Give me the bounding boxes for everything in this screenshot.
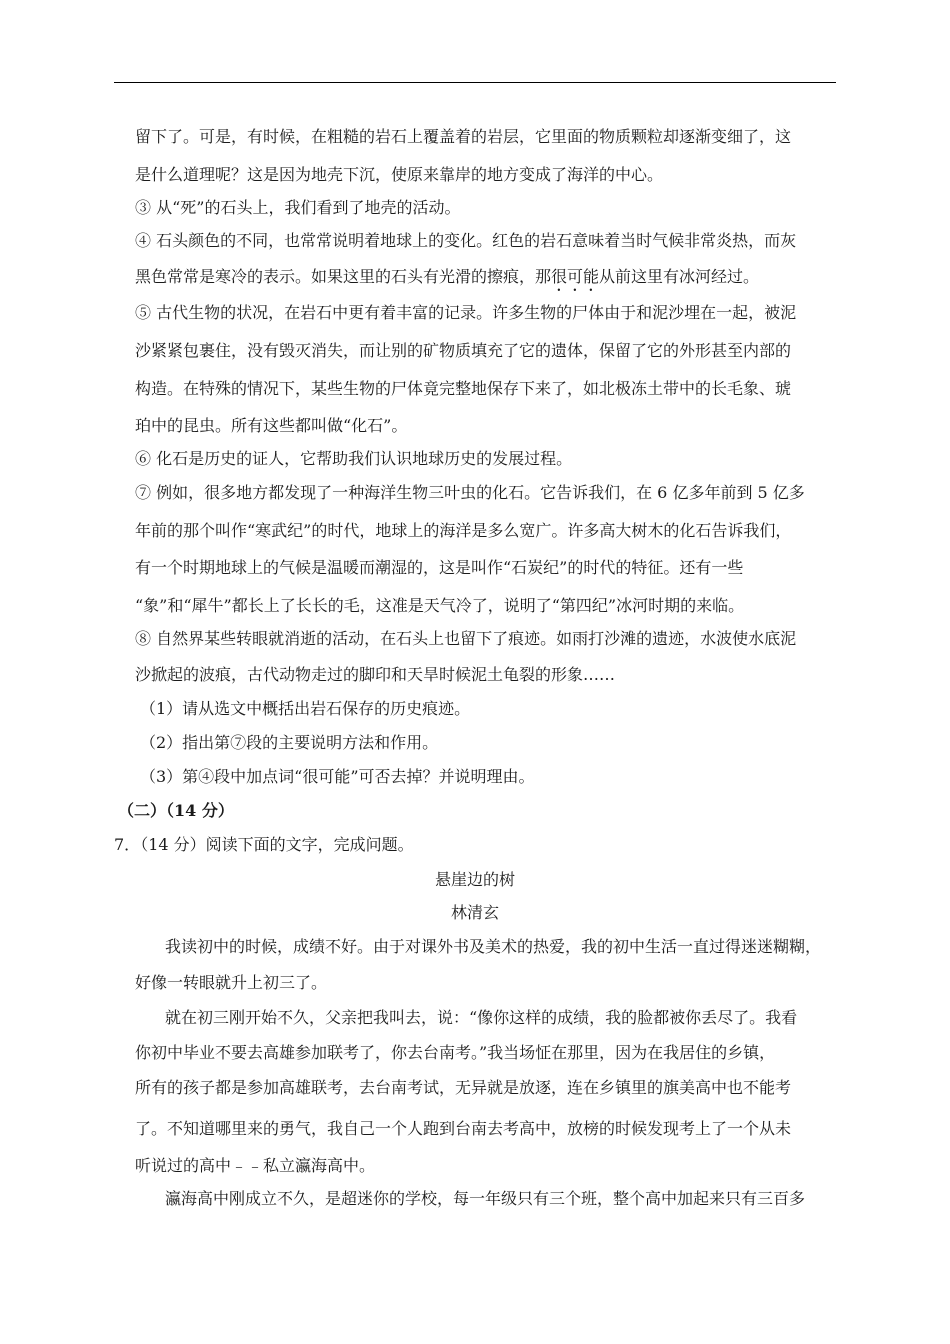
paragraph-8-line: 沙掀起的波痕，古代动物走过的脚印和天旱时候泥土龟裂的形象…… (135, 665, 616, 684)
question-text: （14 分）阅读下面的文字，完成问题。 (140, 835, 414, 854)
paragraph-5-line: 珀中的昆虫。所有这些都叫做“化石”。 (135, 416, 408, 435)
paragraph-6: ⑥ 化石是历史的证人，它帮助我们认识地球历史的发展过程。 (135, 449, 573, 468)
section-heading: （二）（14 分） (118, 801, 234, 820)
article-line: 你初中毕业不要去高雄参加联考了，你去台南考。”我当场怔在那里，因为在我居住的乡镇， (135, 1043, 776, 1062)
paragraph-7-line: “象”和“犀牛”都长上了长长的毛，这准是天气冷了，说明了“第四纪”冰河时期的来临。 (135, 596, 745, 615)
paragraph-line: 留下了。可是，有时候，在粗糙的岩石上覆盖着的岩层，它里面的物质颗粒却逐渐变细了，这 (135, 127, 792, 146)
paragraph-4-line: ④ 石头颜色的不同，也常常说明着地球上的变化。红色的岩石意味着当时气候非常炎热，而灰 (135, 231, 797, 250)
article-author: 林清玄 (450, 903, 499, 922)
sub-question-1: （1）请从选文中概括出岩石保存的历史痕迹。 (140, 699, 471, 718)
text-segment: 黑色常常是寒冷的表示。如果这里的石头有光滑的擦痕，那 (135, 267, 552, 286)
article-line: 听说过的高中﹣﹣私立瀛海高中。 (135, 1156, 376, 1175)
paragraph-7-line: 有一个时期地球上的气候是温暖而潮湿的，这是叫作“石炭纪”的时代的特征。还有一些 (135, 558, 744, 577)
article-line: 瀛海高中刚成立不久，是超迷你的学校，每一年级只有三个班，整个高中加起来只有三百多 (165, 1189, 806, 1208)
paragraph-4-line (135, 266, 759, 295)
article-line: 所有的孩子都是参加高雄联考，去台南考试，无异就是放逐，连在乡镇里的旗美高中也不能考 (135, 1078, 792, 1097)
article-line: 好像一转眼就升上初三了。 (135, 973, 328, 992)
sub-question-2: （2）指出第⑦段的主要说明方法和作用。 (140, 733, 439, 752)
paragraph-3: ③ 从“死”的石头上，我们看到了地壳的活动。 (135, 198, 461, 217)
emphasized-word: 很可能 (551, 267, 600, 286)
text-segment: 从前这里有冰河经过。 (599, 267, 760, 286)
paragraph-5-line: ⑤ 古代生物的状况，在岩石中更有着丰富的记录。许多生物的尸体由于和泥沙埋在一起，被泥 (135, 303, 797, 322)
article-line: 就在初三刚开始不久，父亲把我叫去，说：“像你这样的成绩，我的脸都被你丢尽了。我看 (165, 1008, 798, 1027)
paragraph-7-line: ⑦ 例如，很多地方都发现了一种海洋生物三叶虫的化石。它告诉我们，在 6 亿多年前到 5 亿多 (135, 483, 805, 502)
article-line: 我读初中的时候，成绩不好。由于对课外书及美术的热爱，我的初中生活一直过得迷迷糊糊， (165, 937, 822, 956)
paragraph-line: 是什么道理呢？这是因为地壳下沉，使原来靠岸的地方变成了海洋的中心。 (135, 165, 664, 184)
article-title: 悬崖边的树 (434, 870, 515, 889)
sub-question-3: （3）第④段中加点词“很可能”可否去掉？并说明理由。 (140, 767, 535, 786)
article-line: 了。不知道哪里来的勇气，我自己一个人跑到台南去考高中，放榜的时候发现考上了一个从未 (135, 1119, 792, 1138)
paragraph-7-line: 年前的那个叫作“寒武纪”的时代，地球上的海洋是多么宽广。许多高大树木的化石告诉我们， (135, 521, 792, 540)
paragraph-5-line: 沙紧紧包裹住，没有毁灭消失，而让别的矿物质填充了它的遗体，保留了它的外形甚至内部的 (135, 341, 792, 360)
question-number: 7． (114, 835, 141, 854)
header-rule (114, 82, 836, 83)
question-7 (114, 834, 414, 856)
paragraph-5-line: 构造。在特殊的情况下，某些生物的尸体竟完整地保存下来了，如北极冻土带中的长毛象、琥 (135, 379, 792, 398)
paragraph-8-line: ⑧ 自然界某些转眼就消逝的活动，在石头上也留下了痕迹。如雨打沙滩的遗迹，水波使水底泥 (135, 629, 797, 648)
